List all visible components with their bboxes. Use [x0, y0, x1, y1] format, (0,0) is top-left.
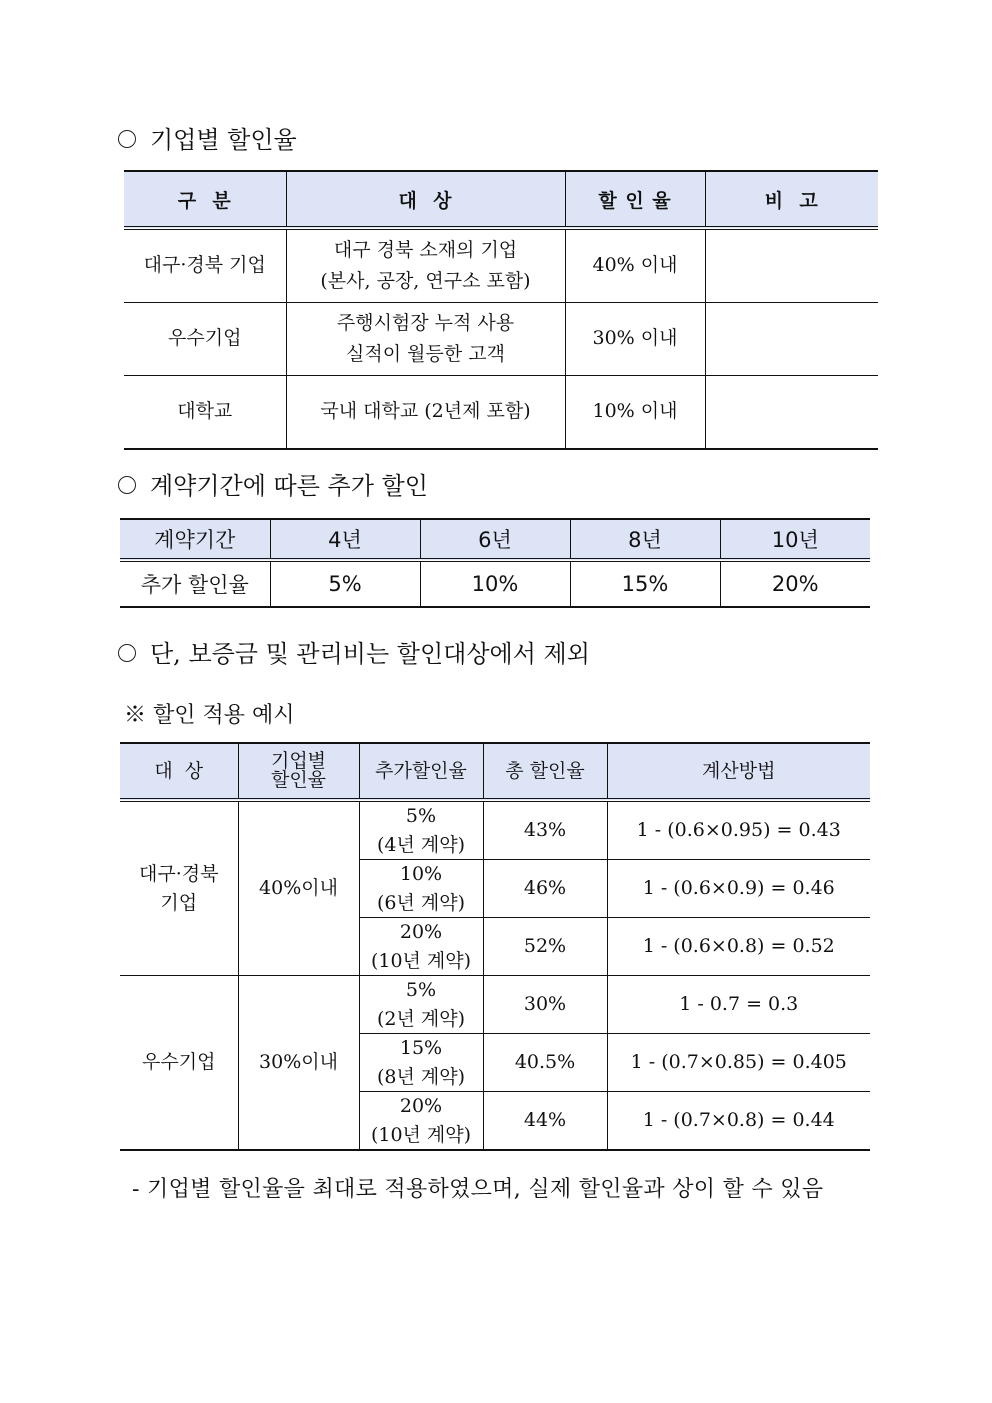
header-line: 기업별	[270, 750, 327, 772]
table-row	[120, 800, 870, 860]
header-note: 비 고	[705, 171, 878, 228]
cell-total-rate: 44%	[483, 1092, 607, 1151]
header-target: 대 상	[286, 171, 565, 228]
table-row	[120, 976, 870, 1034]
cell-category: 대학교	[124, 376, 286, 450]
header-target: 대 상	[120, 743, 238, 800]
cell-period: 10년	[720, 519, 870, 560]
heading-text: 계약기간에 따른 추가 할인	[150, 472, 428, 500]
target-line: 대구·경북	[139, 863, 219, 885]
cell-note	[705, 228, 878, 303]
cell-note	[705, 303, 878, 376]
cell-target	[286, 228, 565, 303]
header-method: 계산방법	[607, 743, 870, 800]
contract-period-row	[120, 519, 870, 560]
cell-company-rate: 40%이내	[238, 800, 359, 976]
section-heading-contract-discount	[118, 474, 428, 498]
cell-extra-label: 추가 할인율	[120, 560, 270, 607]
cell-extra-rate	[359, 860, 483, 918]
cell-company-rate: 30%이내	[238, 976, 359, 1151]
section-heading-company-discount	[118, 128, 297, 152]
header-company-rate	[238, 743, 359, 800]
extra-line: 5%	[405, 805, 437, 827]
heading-text: 단, 보증금 및 관리비는 할인대상에서 제외	[150, 640, 590, 668]
cell-total-rate: 43%	[483, 800, 607, 860]
table-row	[124, 303, 878, 376]
header-total-rate: 총 할인율	[483, 743, 607, 800]
circle-bullet-icon	[118, 476, 136, 494]
extra-line: 20%	[399, 1095, 443, 1117]
extra-line: (2년 계약)	[376, 1007, 465, 1030]
header-rate: 할 인 율	[565, 171, 705, 228]
extra-line: 10%	[399, 863, 443, 885]
cell-rate: 10% 이내	[565, 376, 705, 450]
extra-line: 5%	[405, 979, 437, 1001]
cell-extra-rate	[359, 976, 483, 1034]
header-category: 구 분	[124, 171, 286, 228]
cell-method: 1 - 0.7 = 0.3	[607, 976, 870, 1034]
cell-rate: 40% 이내	[565, 228, 705, 303]
table-header-row	[124, 171, 878, 228]
cell-method: 1 - (0.6×0.95) = 0.43	[607, 800, 870, 860]
cell-target	[120, 976, 238, 1151]
cell-extra-rate: 20%	[720, 560, 870, 607]
cell-target	[120, 800, 238, 976]
cell-note	[705, 376, 878, 450]
cell-total-rate: 52%	[483, 918, 607, 976]
cell-rate: 30% 이내	[565, 303, 705, 376]
extra-line: (8년 계약)	[376, 1065, 465, 1088]
target-line: 대구 경북 소재의 기업	[333, 238, 518, 261]
cell-category: 대구·경북 기업	[124, 228, 286, 303]
extra-line: (10년 계약)	[370, 949, 472, 972]
extra-rate-row	[120, 560, 870, 607]
cell-extra-rate: 5%	[270, 560, 420, 607]
contract-discount-table	[120, 518, 870, 608]
extra-line: (4년 계약)	[376, 833, 465, 856]
circle-bullet-icon	[118, 644, 136, 662]
table-header-row	[120, 743, 870, 800]
cell-period: 4년	[270, 519, 420, 560]
cell-total-rate: 46%	[483, 860, 607, 918]
cell-target	[286, 303, 565, 376]
section-heading-exclusion	[118, 642, 590, 666]
extra-line: 20%	[399, 921, 443, 943]
target-line: 실적이 월등한 고객	[346, 343, 505, 365]
cell-period: 8년	[570, 519, 720, 560]
target-line: 주행시험장 누적 사용	[336, 311, 515, 334]
target-line: (본사, 공장, 연구소 포함)	[320, 270, 531, 292]
footer-note: - 기업별 할인율을 최대로 적용하였으며, 실제 할인율과 상이 할 수 있음	[132, 1177, 824, 1202]
cell-target: 국내 대학교 (2년제 포함)	[286, 376, 565, 450]
table-row	[124, 228, 878, 303]
cell-extra-rate	[359, 918, 483, 976]
header-line: 할인율	[270, 769, 327, 791]
cell-period-label: 계약기간	[120, 519, 270, 560]
extra-line: (6년 계약)	[376, 891, 465, 914]
cell-period: 6년	[420, 519, 570, 560]
discount-example-table	[120, 742, 870, 1151]
circle-bullet-icon	[118, 130, 136, 148]
cell-extra-rate: 15%	[570, 560, 720, 607]
extra-line: 15%	[399, 1037, 443, 1059]
cell-category: 우수기업	[124, 303, 286, 376]
example-note: ※ 할인 적용 예시	[124, 703, 295, 728]
target-line: 우수기업	[142, 1051, 216, 1074]
company-discount-table	[124, 170, 878, 450]
target-line: 기업	[160, 891, 198, 914]
heading-text: 기업별 할인율	[150, 126, 297, 154]
cell-total-rate: 40.5%	[483, 1034, 607, 1092]
cell-extra-rate	[359, 1092, 483, 1151]
cell-total-rate: 30%	[483, 976, 607, 1034]
cell-method: 1 - (0.7×0.85) = 0.405	[607, 1034, 870, 1092]
cell-extra-rate: 10%	[420, 560, 570, 607]
extra-line: (10년 계약)	[370, 1123, 472, 1146]
cell-method: 1 - (0.7×0.8) = 0.44	[607, 1092, 870, 1151]
cell-extra-rate	[359, 1034, 483, 1092]
table-row	[124, 376, 878, 450]
cell-method: 1 - (0.6×0.9) = 0.46	[607, 860, 870, 918]
header-extra-rate: 추가할인율	[359, 743, 483, 800]
cell-extra-rate	[359, 800, 483, 860]
cell-method: 1 - (0.6×0.8) = 0.52	[607, 918, 870, 976]
